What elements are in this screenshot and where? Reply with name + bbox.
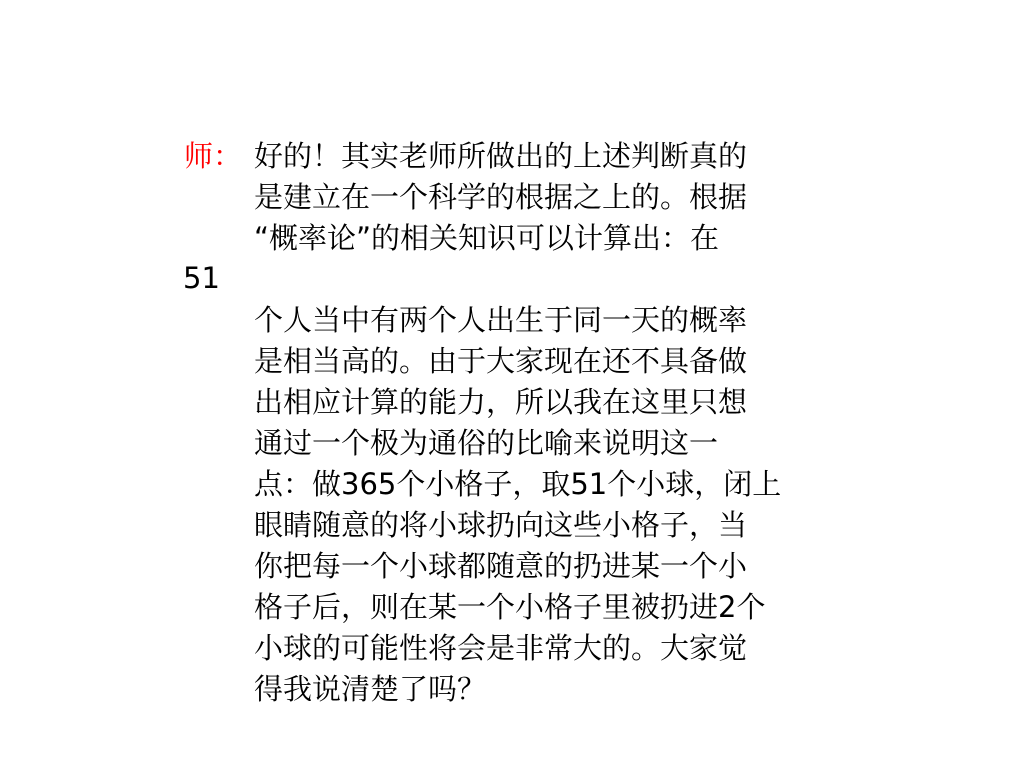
text-line-12: 小球的可能性将会是非常大的。大家觉: [254, 631, 748, 665]
text-line-1: 好的！其实老师所做出的上述判断真的: [254, 139, 748, 173]
text-line-10: 你把每一个小球都随意的扔进某一个小: [254, 549, 748, 583]
text-line-13: 得我说清楚了吗？: [254, 672, 487, 706]
text-line-9: 眼睛随意的将小球扔向这些小格子，当: [254, 508, 748, 542]
text-line-7: 通过一个极为通俗的比喻来说明这一: [254, 426, 719, 460]
text-line-8: 点：做365个小格子，取51个小球，闭上: [254, 467, 782, 501]
text-line-5: 是相当高的。由于大家现在还不具备做: [254, 344, 748, 378]
text-line-3: “概率论”的相关知识可以计算出：在: [254, 221, 720, 255]
text-line-11: 格子后，则在某一个小格子里被扔进2个: [254, 590, 766, 624]
speaker-label: 师：: [184, 139, 243, 173]
text-line-2: 是建立在一个科学的根据之上的。根据: [254, 180, 748, 214]
text-line-4: 个人当中有两个人出生于同一天的概率: [254, 303, 748, 337]
number-51: 51: [183, 261, 220, 295]
text-line-6: 出相应计算的能力，所以我在这里只想: [254, 385, 748, 419]
